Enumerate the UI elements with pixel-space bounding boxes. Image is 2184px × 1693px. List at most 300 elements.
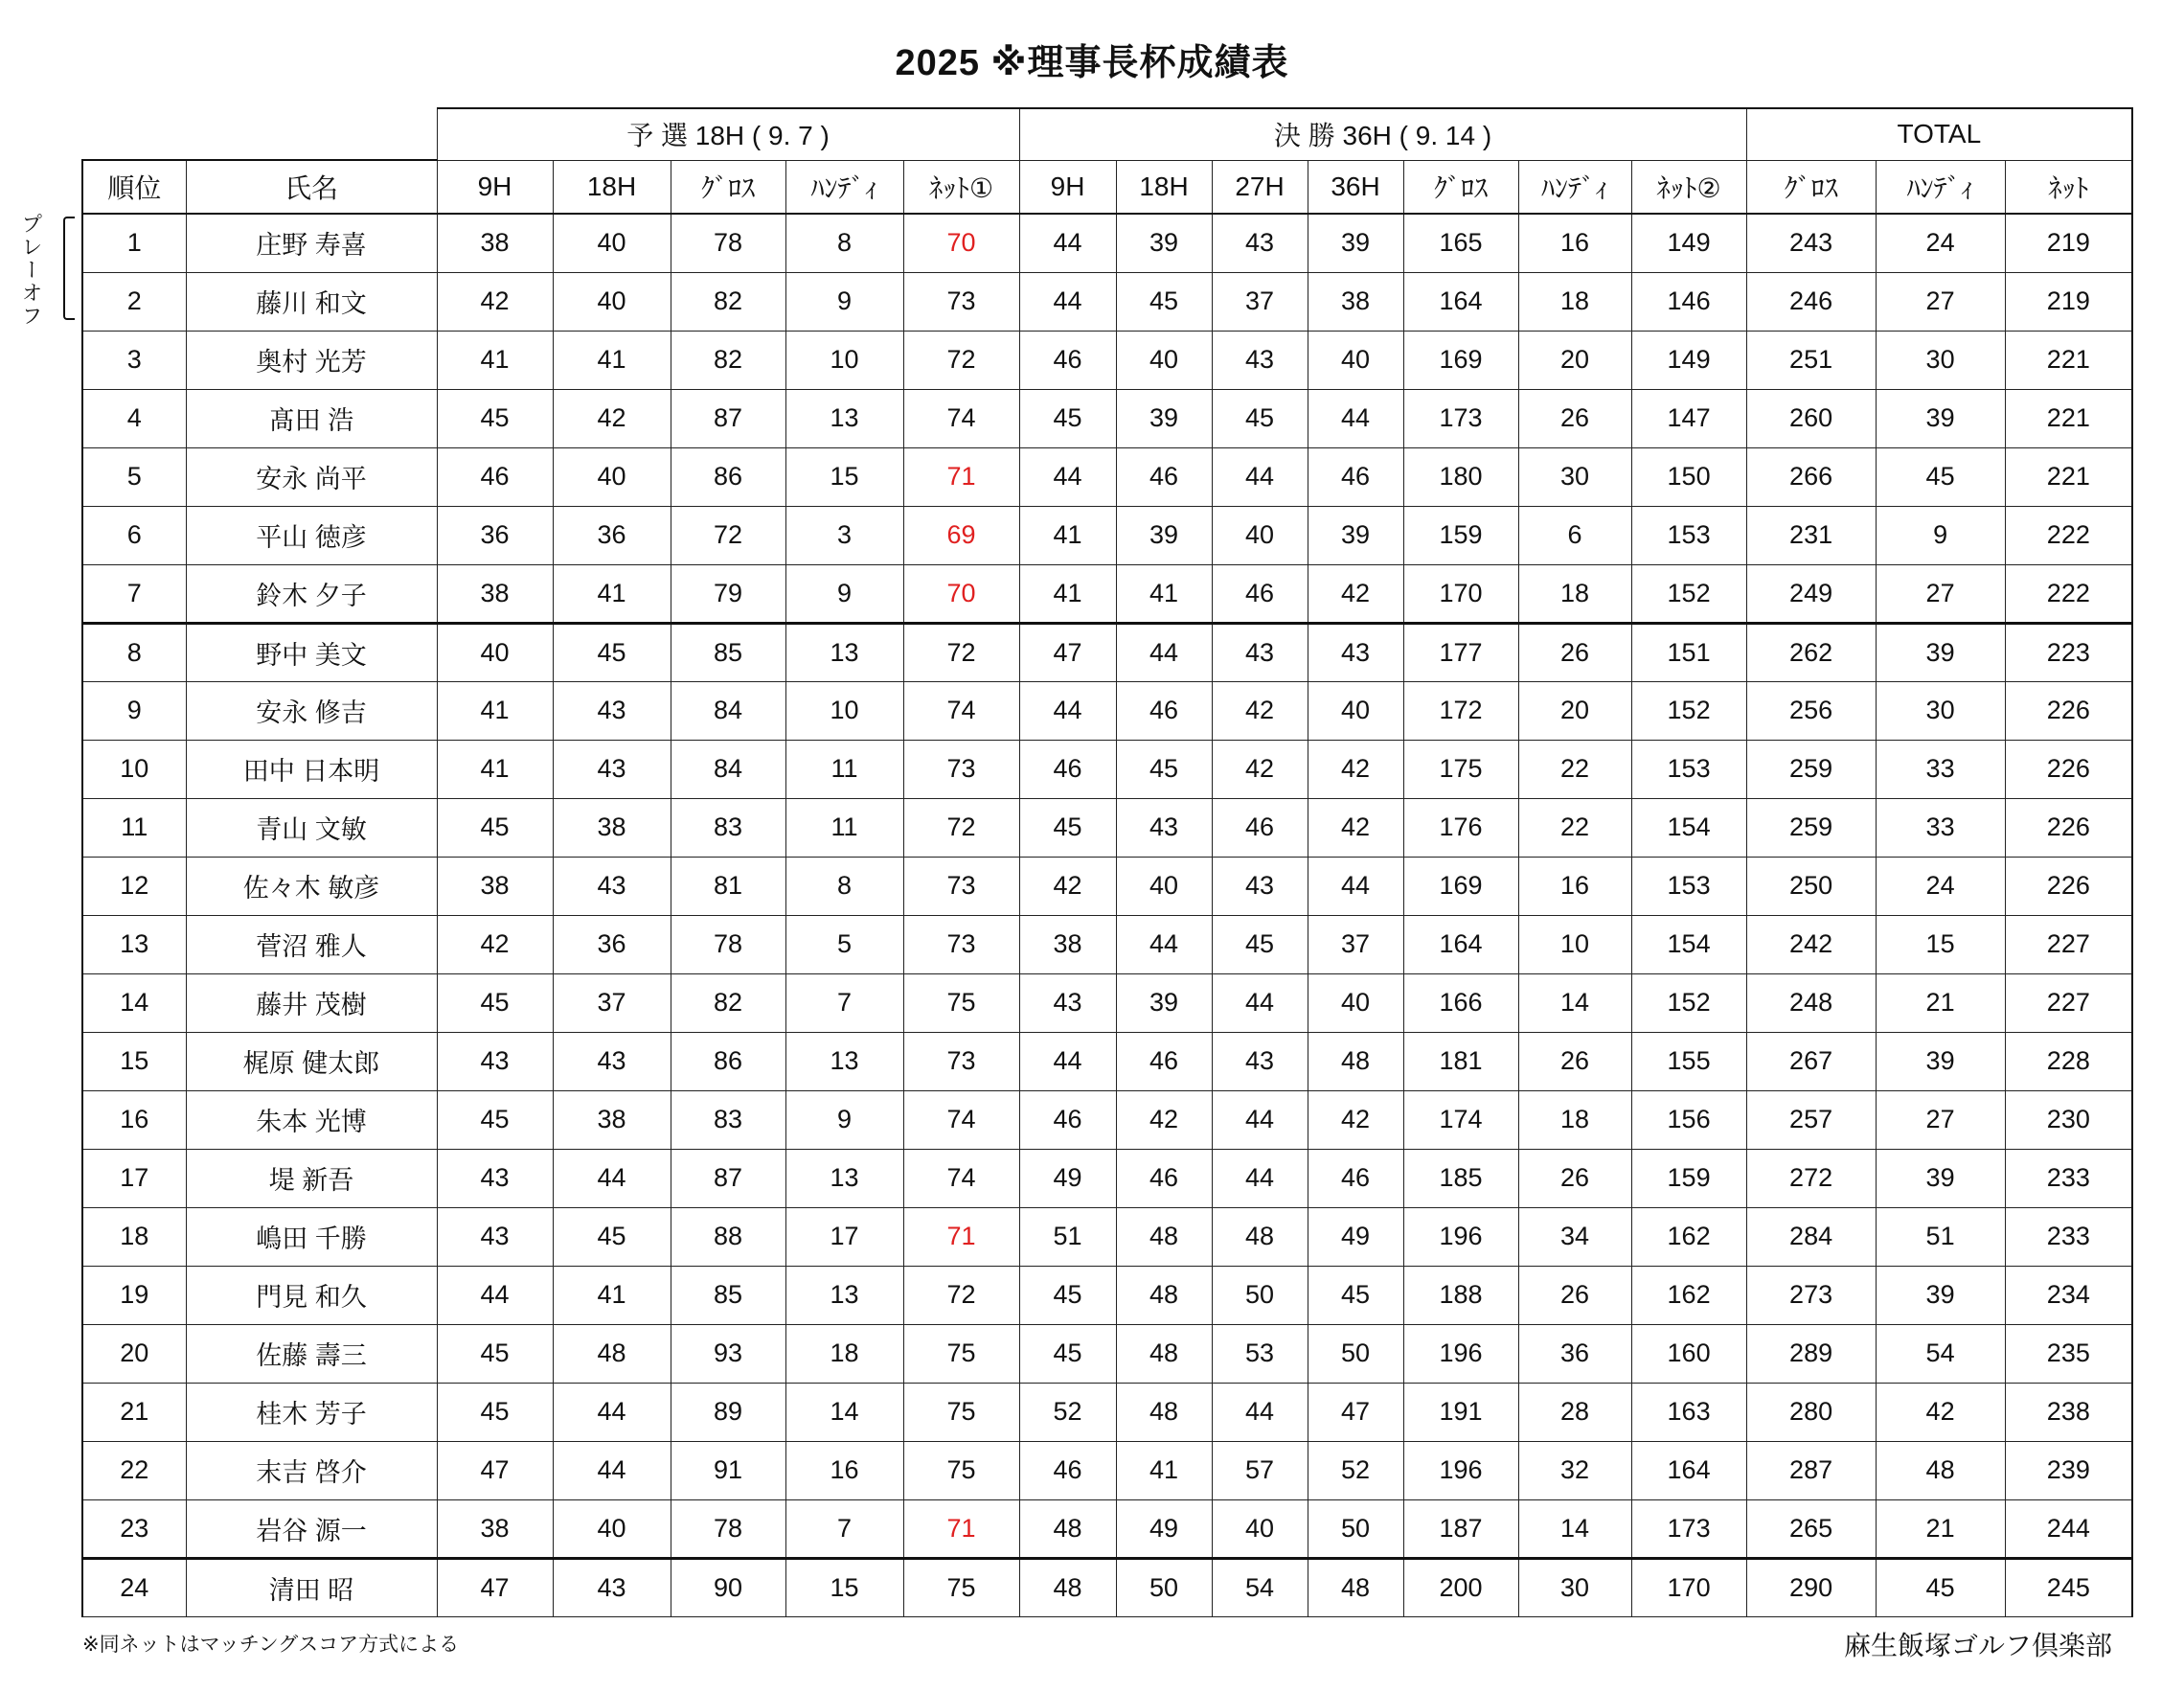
cell-pnet: 73 bbox=[903, 857, 1019, 915]
cell-p9: 45 bbox=[437, 1324, 553, 1383]
cell-f27: 37 bbox=[1212, 272, 1308, 331]
cell-f9: 45 bbox=[1019, 389, 1116, 447]
cell-p9: 45 bbox=[437, 973, 553, 1032]
cell-p9: 42 bbox=[437, 272, 553, 331]
playoff-label: プレーオフ bbox=[19, 213, 43, 328]
cell-p18: 36 bbox=[553, 915, 671, 973]
cell-fgross: 185 bbox=[1403, 1149, 1518, 1207]
cell-f9: 51 bbox=[1019, 1207, 1116, 1266]
cell-thandi: 24 bbox=[1876, 857, 2005, 915]
group-total: TOTAL bbox=[1746, 108, 2132, 160]
cell-f36: 48 bbox=[1308, 1558, 1403, 1616]
cell-f27: 42 bbox=[1212, 740, 1308, 798]
cell-pgross: 81 bbox=[671, 857, 785, 915]
cell-tgross: 266 bbox=[1746, 447, 1876, 506]
cell-f18: 39 bbox=[1116, 973, 1212, 1032]
cell-tgross: 290 bbox=[1746, 1558, 1876, 1616]
cell-tnet: 222 bbox=[2005, 564, 2132, 623]
col-tgross: ｸﾞﾛｽ bbox=[1746, 160, 1876, 214]
cell-f27: 43 bbox=[1212, 331, 1308, 389]
cell-f27: 50 bbox=[1212, 1266, 1308, 1324]
cell-f9: 52 bbox=[1019, 1383, 1116, 1441]
cell-fnet: 160 bbox=[1631, 1324, 1746, 1383]
cell-thandi: 27 bbox=[1876, 1090, 2005, 1149]
cell-name: 安永 修吉 bbox=[186, 681, 437, 740]
cell-pnet: 72 bbox=[903, 331, 1019, 389]
cell-f9: 46 bbox=[1019, 331, 1116, 389]
cell-thandi: 30 bbox=[1876, 681, 2005, 740]
cell-pnet: 69 bbox=[903, 506, 1019, 564]
cell-rank: 21 bbox=[82, 1383, 186, 1441]
col-phandi: ﾊﾝﾃﾞｨ bbox=[785, 160, 903, 214]
cell-fnet: 154 bbox=[1631, 915, 1746, 973]
table-row bbox=[82, 1266, 2132, 1324]
cell-p18: 38 bbox=[553, 798, 671, 857]
cell-pnet: 72 bbox=[903, 623, 1019, 681]
cell-fgross: 164 bbox=[1403, 915, 1518, 973]
cell-pgross: 87 bbox=[671, 1149, 785, 1207]
cell-f18: 42 bbox=[1116, 1090, 1212, 1149]
cell-fnet: 154 bbox=[1631, 798, 1746, 857]
group-final: 決 勝 36H ( 9. 14 ) bbox=[1019, 108, 1746, 160]
cell-tgross: 248 bbox=[1746, 973, 1876, 1032]
table-row bbox=[82, 973, 2132, 1032]
table-row bbox=[82, 506, 2132, 564]
cell-thandi: 48 bbox=[1876, 1441, 2005, 1499]
table-row bbox=[82, 447, 2132, 506]
cell-thandi: 45 bbox=[1876, 447, 2005, 506]
cell-fnet: 162 bbox=[1631, 1266, 1746, 1324]
cell-tnet: 227 bbox=[2005, 915, 2132, 973]
cell-thandi: 39 bbox=[1876, 1032, 2005, 1090]
cell-tgross: 251 bbox=[1746, 331, 1876, 389]
cell-f36: 39 bbox=[1308, 506, 1403, 564]
cell-fgross: 187 bbox=[1403, 1499, 1518, 1558]
cell-tnet: 234 bbox=[2005, 1266, 2132, 1324]
cell-pnet: 75 bbox=[903, 1383, 1019, 1441]
cell-f18: 39 bbox=[1116, 506, 1212, 564]
cell-p9: 44 bbox=[437, 1266, 553, 1324]
cell-fgross: 177 bbox=[1403, 623, 1518, 681]
cell-name: 岩谷 源一 bbox=[186, 1499, 437, 1558]
cell-rank: 15 bbox=[82, 1032, 186, 1090]
table-row bbox=[82, 798, 2132, 857]
cell-rank: 12 bbox=[82, 857, 186, 915]
cell-fgross: 165 bbox=[1403, 214, 1518, 272]
cell-f36: 50 bbox=[1308, 1324, 1403, 1383]
cell-tgross: 242 bbox=[1746, 915, 1876, 973]
cell-rank: 4 bbox=[82, 389, 186, 447]
cell-rank: 13 bbox=[82, 915, 186, 973]
cell-pgross: 87 bbox=[671, 389, 785, 447]
table-row bbox=[82, 1558, 2132, 1616]
cell-fnet: 173 bbox=[1631, 1499, 1746, 1558]
cell-phandi: 10 bbox=[785, 331, 903, 389]
table-row bbox=[82, 1383, 2132, 1441]
cell-fnet: 153 bbox=[1631, 740, 1746, 798]
cell-f27: 54 bbox=[1212, 1558, 1308, 1616]
cell-f9: 44 bbox=[1019, 214, 1116, 272]
table-row bbox=[82, 1324, 2132, 1383]
col-pnet: ﾈｯﾄ① bbox=[903, 160, 1019, 214]
cell-name: 青山 文敏 bbox=[186, 798, 437, 857]
cell-pnet: 75 bbox=[903, 1441, 1019, 1499]
cell-name: 堤 新吾 bbox=[186, 1149, 437, 1207]
cell-name: 奥村 光芳 bbox=[186, 331, 437, 389]
cell-tnet: 222 bbox=[2005, 506, 2132, 564]
cell-p9: 43 bbox=[437, 1149, 553, 1207]
cell-fhandi: 18 bbox=[1518, 272, 1631, 331]
cell-p9: 41 bbox=[437, 331, 553, 389]
cell-p9: 46 bbox=[437, 447, 553, 506]
cell-name: 野中 美文 bbox=[186, 623, 437, 681]
cell-fnet: 153 bbox=[1631, 857, 1746, 915]
cell-name: 佐藤 壽三 bbox=[186, 1324, 437, 1383]
col-rank: 順位 bbox=[82, 160, 186, 214]
cell-fgross: 200 bbox=[1403, 1558, 1518, 1616]
cell-pgross: 84 bbox=[671, 740, 785, 798]
cell-pnet: 75 bbox=[903, 973, 1019, 1032]
cell-tnet: 219 bbox=[2005, 214, 2132, 272]
cell-fnet: 156 bbox=[1631, 1090, 1746, 1149]
cell-f18: 46 bbox=[1116, 447, 1212, 506]
cell-fhandi: 18 bbox=[1518, 1090, 1631, 1149]
cell-thandi: 39 bbox=[1876, 623, 2005, 681]
cell-tgross: 249 bbox=[1746, 564, 1876, 623]
table-row bbox=[82, 740, 2132, 798]
cell-f18: 45 bbox=[1116, 272, 1212, 331]
cell-fhandi: 20 bbox=[1518, 331, 1631, 389]
cell-pgross: 85 bbox=[671, 1266, 785, 1324]
cell-pgross: 84 bbox=[671, 681, 785, 740]
cell-fnet: 164 bbox=[1631, 1441, 1746, 1499]
cell-f18: 40 bbox=[1116, 857, 1212, 915]
cell-f9: 42 bbox=[1019, 857, 1116, 915]
cell-fhandi: 14 bbox=[1518, 973, 1631, 1032]
cell-thandi: 24 bbox=[1876, 214, 2005, 272]
cell-p9: 36 bbox=[437, 506, 553, 564]
cell-phandi: 9 bbox=[785, 272, 903, 331]
cell-f36: 40 bbox=[1308, 973, 1403, 1032]
cell-f9: 44 bbox=[1019, 681, 1116, 740]
cell-f18: 48 bbox=[1116, 1383, 1212, 1441]
cell-thandi: 54 bbox=[1876, 1324, 2005, 1383]
cell-pnet: 71 bbox=[903, 447, 1019, 506]
cell-fgross: 196 bbox=[1403, 1441, 1518, 1499]
cell-fnet: 146 bbox=[1631, 272, 1746, 331]
col-fgross: ｸﾞﾛｽ bbox=[1403, 160, 1518, 214]
cell-rank: 14 bbox=[82, 973, 186, 1032]
cell-tgross: 259 bbox=[1746, 798, 1876, 857]
cell-rank: 19 bbox=[82, 1266, 186, 1324]
cell-rank: 24 bbox=[82, 1558, 186, 1616]
cell-thandi: 51 bbox=[1876, 1207, 2005, 1266]
table-row bbox=[82, 214, 2132, 272]
cell-p18: 44 bbox=[553, 1383, 671, 1441]
col-f9: 9H bbox=[1019, 160, 1116, 214]
cell-p18: 41 bbox=[553, 564, 671, 623]
col-p18: 18H bbox=[553, 160, 671, 214]
cell-thandi: 42 bbox=[1876, 1383, 2005, 1441]
table-row bbox=[82, 272, 2132, 331]
cell-tgross: 267 bbox=[1746, 1032, 1876, 1090]
cell-tnet: 226 bbox=[2005, 681, 2132, 740]
cell-fgross: 196 bbox=[1403, 1324, 1518, 1383]
cell-pgross: 89 bbox=[671, 1383, 785, 1441]
cell-name: 藤川 和文 bbox=[186, 272, 437, 331]
cell-f36: 40 bbox=[1308, 681, 1403, 740]
cell-thandi: 9 bbox=[1876, 506, 2005, 564]
cell-f36: 46 bbox=[1308, 447, 1403, 506]
cell-f18: 44 bbox=[1116, 623, 1212, 681]
cell-pnet: 74 bbox=[903, 389, 1019, 447]
cell-name: 佐々木 敏彦 bbox=[186, 857, 437, 915]
cell-fnet: 147 bbox=[1631, 389, 1746, 447]
cell-p9: 47 bbox=[437, 1558, 553, 1616]
cell-tgross: 260 bbox=[1746, 389, 1876, 447]
table-row bbox=[82, 1207, 2132, 1266]
cell-phandi: 13 bbox=[785, 623, 903, 681]
cell-fhandi: 28 bbox=[1518, 1383, 1631, 1441]
cell-p9: 38 bbox=[437, 1499, 553, 1558]
cell-f27: 45 bbox=[1212, 915, 1308, 973]
col-fhandi: ﾊﾝﾃﾞｨ bbox=[1518, 160, 1631, 214]
cell-pnet: 71 bbox=[903, 1207, 1019, 1266]
cell-f27: 40 bbox=[1212, 506, 1308, 564]
cell-pgross: 90 bbox=[671, 1558, 785, 1616]
col-p9: 9H bbox=[437, 160, 553, 214]
cell-f18: 45 bbox=[1116, 740, 1212, 798]
cell-pgross: 93 bbox=[671, 1324, 785, 1383]
cell-f36: 44 bbox=[1308, 857, 1403, 915]
cell-fhandi: 16 bbox=[1518, 214, 1631, 272]
cell-phandi: 9 bbox=[785, 1090, 903, 1149]
cell-tnet: 226 bbox=[2005, 740, 2132, 798]
cell-tnet: 226 bbox=[2005, 798, 2132, 857]
cell-f9: 41 bbox=[1019, 564, 1116, 623]
cell-phandi: 13 bbox=[785, 1032, 903, 1090]
cell-fnet: 163 bbox=[1631, 1383, 1746, 1441]
cell-f18: 43 bbox=[1116, 798, 1212, 857]
cell-f27: 43 bbox=[1212, 1032, 1308, 1090]
cell-name: 嶋田 千勝 bbox=[186, 1207, 437, 1266]
cell-p18: 40 bbox=[553, 272, 671, 331]
cell-pnet: 70 bbox=[903, 564, 1019, 623]
col-f18: 18H bbox=[1116, 160, 1212, 214]
cell-f27: 46 bbox=[1212, 564, 1308, 623]
cell-tnet: 221 bbox=[2005, 389, 2132, 447]
cell-rank: 16 bbox=[82, 1090, 186, 1149]
cell-fgross: 175 bbox=[1403, 740, 1518, 798]
cell-fnet: 150 bbox=[1631, 447, 1746, 506]
cell-f18: 40 bbox=[1116, 331, 1212, 389]
cell-p9: 38 bbox=[437, 564, 553, 623]
cell-f18: 48 bbox=[1116, 1207, 1212, 1266]
cell-f9: 48 bbox=[1019, 1558, 1116, 1616]
cell-f27: 45 bbox=[1212, 389, 1308, 447]
cell-pnet: 72 bbox=[903, 1266, 1019, 1324]
cell-fgross: 170 bbox=[1403, 564, 1518, 623]
cell-name: 藤井 茂樹 bbox=[186, 973, 437, 1032]
cell-tgross: 273 bbox=[1746, 1266, 1876, 1324]
cell-thandi: 21 bbox=[1876, 1499, 2005, 1558]
cell-f18: 39 bbox=[1116, 214, 1212, 272]
cell-pnet: 70 bbox=[903, 214, 1019, 272]
cell-f18: 46 bbox=[1116, 1149, 1212, 1207]
cell-f9: 49 bbox=[1019, 1149, 1116, 1207]
cell-fhandi: 26 bbox=[1518, 1032, 1631, 1090]
cell-fhandi: 10 bbox=[1518, 915, 1631, 973]
table-row bbox=[82, 1090, 2132, 1149]
cell-phandi: 7 bbox=[785, 973, 903, 1032]
cell-p18: 45 bbox=[553, 623, 671, 681]
cell-f27: 43 bbox=[1212, 623, 1308, 681]
cell-f9: 46 bbox=[1019, 1090, 1116, 1149]
cell-f27: 42 bbox=[1212, 681, 1308, 740]
cell-f36: 42 bbox=[1308, 798, 1403, 857]
cell-rank: 20 bbox=[82, 1324, 186, 1383]
cell-thandi: 27 bbox=[1876, 564, 2005, 623]
cell-pnet: 75 bbox=[903, 1558, 1019, 1616]
cell-f9: 41 bbox=[1019, 506, 1116, 564]
cell-fnet: 152 bbox=[1631, 564, 1746, 623]
cell-f27: 43 bbox=[1212, 214, 1308, 272]
cell-p9: 38 bbox=[437, 857, 553, 915]
cell-thandi: 45 bbox=[1876, 1558, 2005, 1616]
footnote: ※同ネットはマッチングスコア方式による bbox=[82, 1634, 460, 1656]
cell-f27: 57 bbox=[1212, 1441, 1308, 1499]
cell-fgross: 173 bbox=[1403, 389, 1518, 447]
cell-name: 桂木 芳子 bbox=[186, 1383, 437, 1441]
cell-fhandi: 30 bbox=[1518, 1558, 1631, 1616]
cell-fhandi: 16 bbox=[1518, 857, 1631, 915]
table-row bbox=[82, 389, 2132, 447]
cell-f27: 40 bbox=[1212, 1499, 1308, 1558]
cell-p9: 38 bbox=[437, 214, 553, 272]
cell-p9: 45 bbox=[437, 798, 553, 857]
cell-fgross: 164 bbox=[1403, 272, 1518, 331]
cell-rank: 3 bbox=[82, 331, 186, 389]
cell-tnet: 219 bbox=[2005, 272, 2132, 331]
cell-f18: 44 bbox=[1116, 915, 1212, 973]
cell-fgross: 174 bbox=[1403, 1090, 1518, 1149]
score-body bbox=[82, 214, 2132, 1616]
cell-f36: 38 bbox=[1308, 272, 1403, 331]
cell-fhandi: 6 bbox=[1518, 506, 1631, 564]
cell-p9: 45 bbox=[437, 389, 553, 447]
cell-fgross: 191 bbox=[1403, 1383, 1518, 1441]
col-f36: 36H bbox=[1308, 160, 1403, 214]
cell-rank: 9 bbox=[82, 681, 186, 740]
cell-rank: 1 bbox=[82, 214, 186, 272]
cell-pgross: 78 bbox=[671, 214, 785, 272]
cell-p18: 36 bbox=[553, 506, 671, 564]
cell-pnet: 73 bbox=[903, 740, 1019, 798]
cell-f36: 47 bbox=[1308, 1383, 1403, 1441]
cell-name: 朱本 光博 bbox=[186, 1090, 437, 1149]
cell-fnet: 153 bbox=[1631, 506, 1746, 564]
cell-thandi: 15 bbox=[1876, 915, 2005, 973]
cell-tgross: 284 bbox=[1746, 1207, 1876, 1266]
cell-tnet: 221 bbox=[2005, 331, 2132, 389]
cell-f9: 45 bbox=[1019, 1324, 1116, 1383]
cell-f18: 46 bbox=[1116, 681, 1212, 740]
cell-thandi: 30 bbox=[1876, 331, 2005, 389]
cell-pgross: 82 bbox=[671, 973, 785, 1032]
cell-pnet: 73 bbox=[903, 272, 1019, 331]
cell-name: 平山 徳彦 bbox=[186, 506, 437, 564]
cell-rank: 10 bbox=[82, 740, 186, 798]
cell-f36: 44 bbox=[1308, 389, 1403, 447]
cell-f18: 41 bbox=[1116, 1441, 1212, 1499]
col-fnet: ﾈｯﾄ② bbox=[1631, 160, 1746, 214]
cell-f36: 39 bbox=[1308, 214, 1403, 272]
cell-fnet: 149 bbox=[1631, 214, 1746, 272]
cell-phandi: 13 bbox=[785, 389, 903, 447]
cell-p9: 41 bbox=[437, 681, 553, 740]
cell-f18: 48 bbox=[1116, 1324, 1212, 1383]
cell-p18: 43 bbox=[553, 740, 671, 798]
cell-f18: 39 bbox=[1116, 389, 1212, 447]
cell-f27: 53 bbox=[1212, 1324, 1308, 1383]
cell-tnet: 226 bbox=[2005, 857, 2132, 915]
cell-fhandi: 26 bbox=[1518, 389, 1631, 447]
col-f27: 27H bbox=[1212, 160, 1308, 214]
cell-fgross: 166 bbox=[1403, 973, 1518, 1032]
page-title: 2025 ※理事長杯成績表 bbox=[895, 43, 1289, 83]
cell-p9: 41 bbox=[437, 740, 553, 798]
cell-pnet: 74 bbox=[903, 681, 1019, 740]
cell-rank: 17 bbox=[82, 1149, 186, 1207]
cell-rank: 6 bbox=[82, 506, 186, 564]
cell-tnet: 228 bbox=[2005, 1032, 2132, 1090]
cell-fhandi: 36 bbox=[1518, 1324, 1631, 1383]
cell-f9: 48 bbox=[1019, 1499, 1116, 1558]
cell-fhandi: 30 bbox=[1518, 447, 1631, 506]
cell-phandi: 15 bbox=[785, 1558, 903, 1616]
cell-fhandi: 26 bbox=[1518, 1149, 1631, 1207]
cell-tnet: 223 bbox=[2005, 623, 2132, 681]
table-row bbox=[82, 915, 2132, 973]
cell-pnet: 73 bbox=[903, 915, 1019, 973]
cell-f18: 50 bbox=[1116, 1558, 1212, 1616]
cell-tnet: 233 bbox=[2005, 1207, 2132, 1266]
cell-p18: 42 bbox=[553, 389, 671, 447]
cell-rank: 23 bbox=[82, 1499, 186, 1558]
cell-p18: 43 bbox=[553, 681, 671, 740]
cell-p18: 45 bbox=[553, 1207, 671, 1266]
cell-p9: 40 bbox=[437, 623, 553, 681]
cell-tnet: 235 bbox=[2005, 1324, 2132, 1383]
cell-p18: 40 bbox=[553, 214, 671, 272]
cell-rank: 2 bbox=[82, 272, 186, 331]
table-row bbox=[82, 1032, 2132, 1090]
cell-fhandi: 34 bbox=[1518, 1207, 1631, 1266]
cell-fnet: 155 bbox=[1631, 1032, 1746, 1090]
cell-rank: 5 bbox=[82, 447, 186, 506]
cell-f36: 45 bbox=[1308, 1266, 1403, 1324]
cell-fhandi: 32 bbox=[1518, 1441, 1631, 1499]
cell-f9: 44 bbox=[1019, 447, 1116, 506]
cell-p18: 48 bbox=[553, 1324, 671, 1383]
cell-f36: 42 bbox=[1308, 564, 1403, 623]
cell-f36: 37 bbox=[1308, 915, 1403, 973]
cell-fhandi: 22 bbox=[1518, 798, 1631, 857]
cell-tgross: 287 bbox=[1746, 1441, 1876, 1499]
cell-f36: 52 bbox=[1308, 1441, 1403, 1499]
cell-f9: 46 bbox=[1019, 740, 1116, 798]
cell-name: 田中 日本明 bbox=[186, 740, 437, 798]
